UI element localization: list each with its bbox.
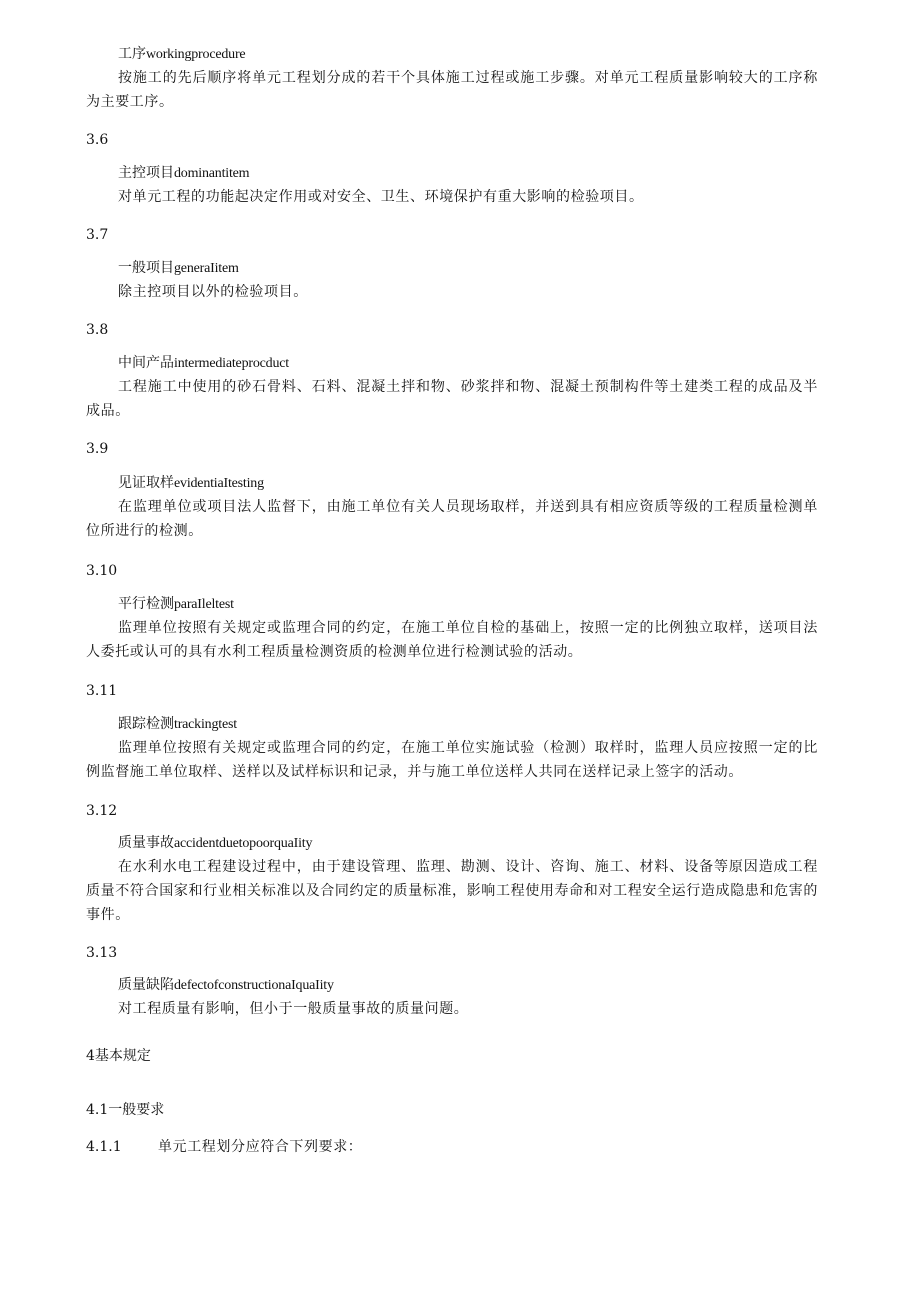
term-definition: 在水利水电工程建设过程中，由于建设管理、监理、勘测、设计、咨询、施工、材料、设备等原因造成工程质量不符合国家和行业相关标准以及合同约定的质量标准，影响工程使用寿命和对工程安全运行造成隐患和危害的事件。: [86, 859, 818, 923]
term-definition: 监理单位按照有关规定或监理合同的约定，在施工单位实施试验（检测）取样时，监理人员应按照一定的比例监督施工单位取样、送样以及试样标识和记录，并与施工单位送样人共同在送样记录上签字的活动。: [86, 740, 818, 780]
term-cn: 见证取样: [118, 475, 174, 491]
clause-number: 3.7: [86, 227, 109, 243]
term-definition: 除主控项目以外的检验项目。: [118, 284, 308, 300]
term-cn: 工序: [118, 46, 146, 62]
term-en: generaIitem: [174, 261, 239, 276]
term-heading: [118, 474, 264, 493]
term-heading: [118, 164, 249, 183]
term-en: dominantitem: [174, 166, 250, 181]
term-en: evidentiaItesting: [174, 476, 264, 491]
clause-number: 3.10: [86, 563, 118, 579]
term-en: defectofconstructionaIquaIity: [174, 978, 334, 993]
term-heading: [118, 259, 239, 278]
term-cn: 中间产品: [118, 355, 174, 371]
term-definition: 工程施工中使用的砂石骨料、石料、混凝土拌和物、砂浆拌和物、混凝土预制构件等土建类工程的成品及半成品。: [86, 379, 818, 419]
term-heading: [118, 595, 234, 614]
clause-number: 3.12: [86, 803, 118, 819]
term-definition: 在监理单位或项目法人监督下，由施工单位有关人员现场取样，并送到具有相应资质等级的工程质量检测单位所进行的检测。: [86, 499, 818, 539]
clause-text: 单元工程划分应符合下列要求：: [158, 1139, 363, 1155]
clause-number: 4.1.1: [86, 1139, 122, 1155]
term-definition: 对工程质量有影响，但小于一般质量事故的质量问题。: [118, 1001, 469, 1017]
clause-number: 3.11: [86, 683, 118, 699]
term-cn: 平行检测: [118, 596, 174, 612]
term-heading: [118, 976, 334, 995]
term-en: paraIleltest: [174, 597, 234, 612]
clause-number: 3.8: [86, 322, 109, 338]
term-cn: 主控项目: [118, 165, 174, 181]
clause-number: 3.13: [86, 945, 118, 961]
term-definition: 对单元工程的功能起决定作用或对安全、卫生、环境保护有重大影响的检验项目。: [118, 189, 644, 205]
term-heading: [118, 834, 312, 853]
term-cn: 跟踪检测: [118, 716, 174, 732]
term-heading: [118, 715, 237, 734]
term-cn: 质量缺陷: [118, 977, 174, 993]
term-definition: 按施工的先后顺序将单元工程划分成的若干个具体施工过程或施工步骤。对单元工程质量影响较大的工序称为主要工序。: [86, 70, 818, 110]
term-en: workingprocedure: [146, 47, 246, 62]
section-heading: 4基本规定: [86, 1048, 151, 1064]
clause-number: 3.6: [86, 132, 109, 148]
term-en: trackingtest: [174, 717, 237, 732]
clause-number: 3.9: [86, 441, 109, 457]
term-heading: [118, 354, 289, 373]
term-definition: 监理单位按照有关规定或监理合同的约定，在施工单位自检的基础上，按照一定的比例独立取样，送项目法人委托或认可的具有水利工程质量检测资质的检测单位进行检测试验的活动。: [86, 620, 818, 660]
subsection-heading: 4.1一般要求: [86, 1102, 165, 1118]
term-en: intermediateprocduct: [174, 356, 289, 371]
term-cn: 质量事故: [118, 835, 174, 851]
term-cn: 一般项目: [118, 260, 174, 276]
term-en: accidentduetopoorquaIity: [174, 836, 313, 851]
term-heading: [118, 45, 245, 64]
